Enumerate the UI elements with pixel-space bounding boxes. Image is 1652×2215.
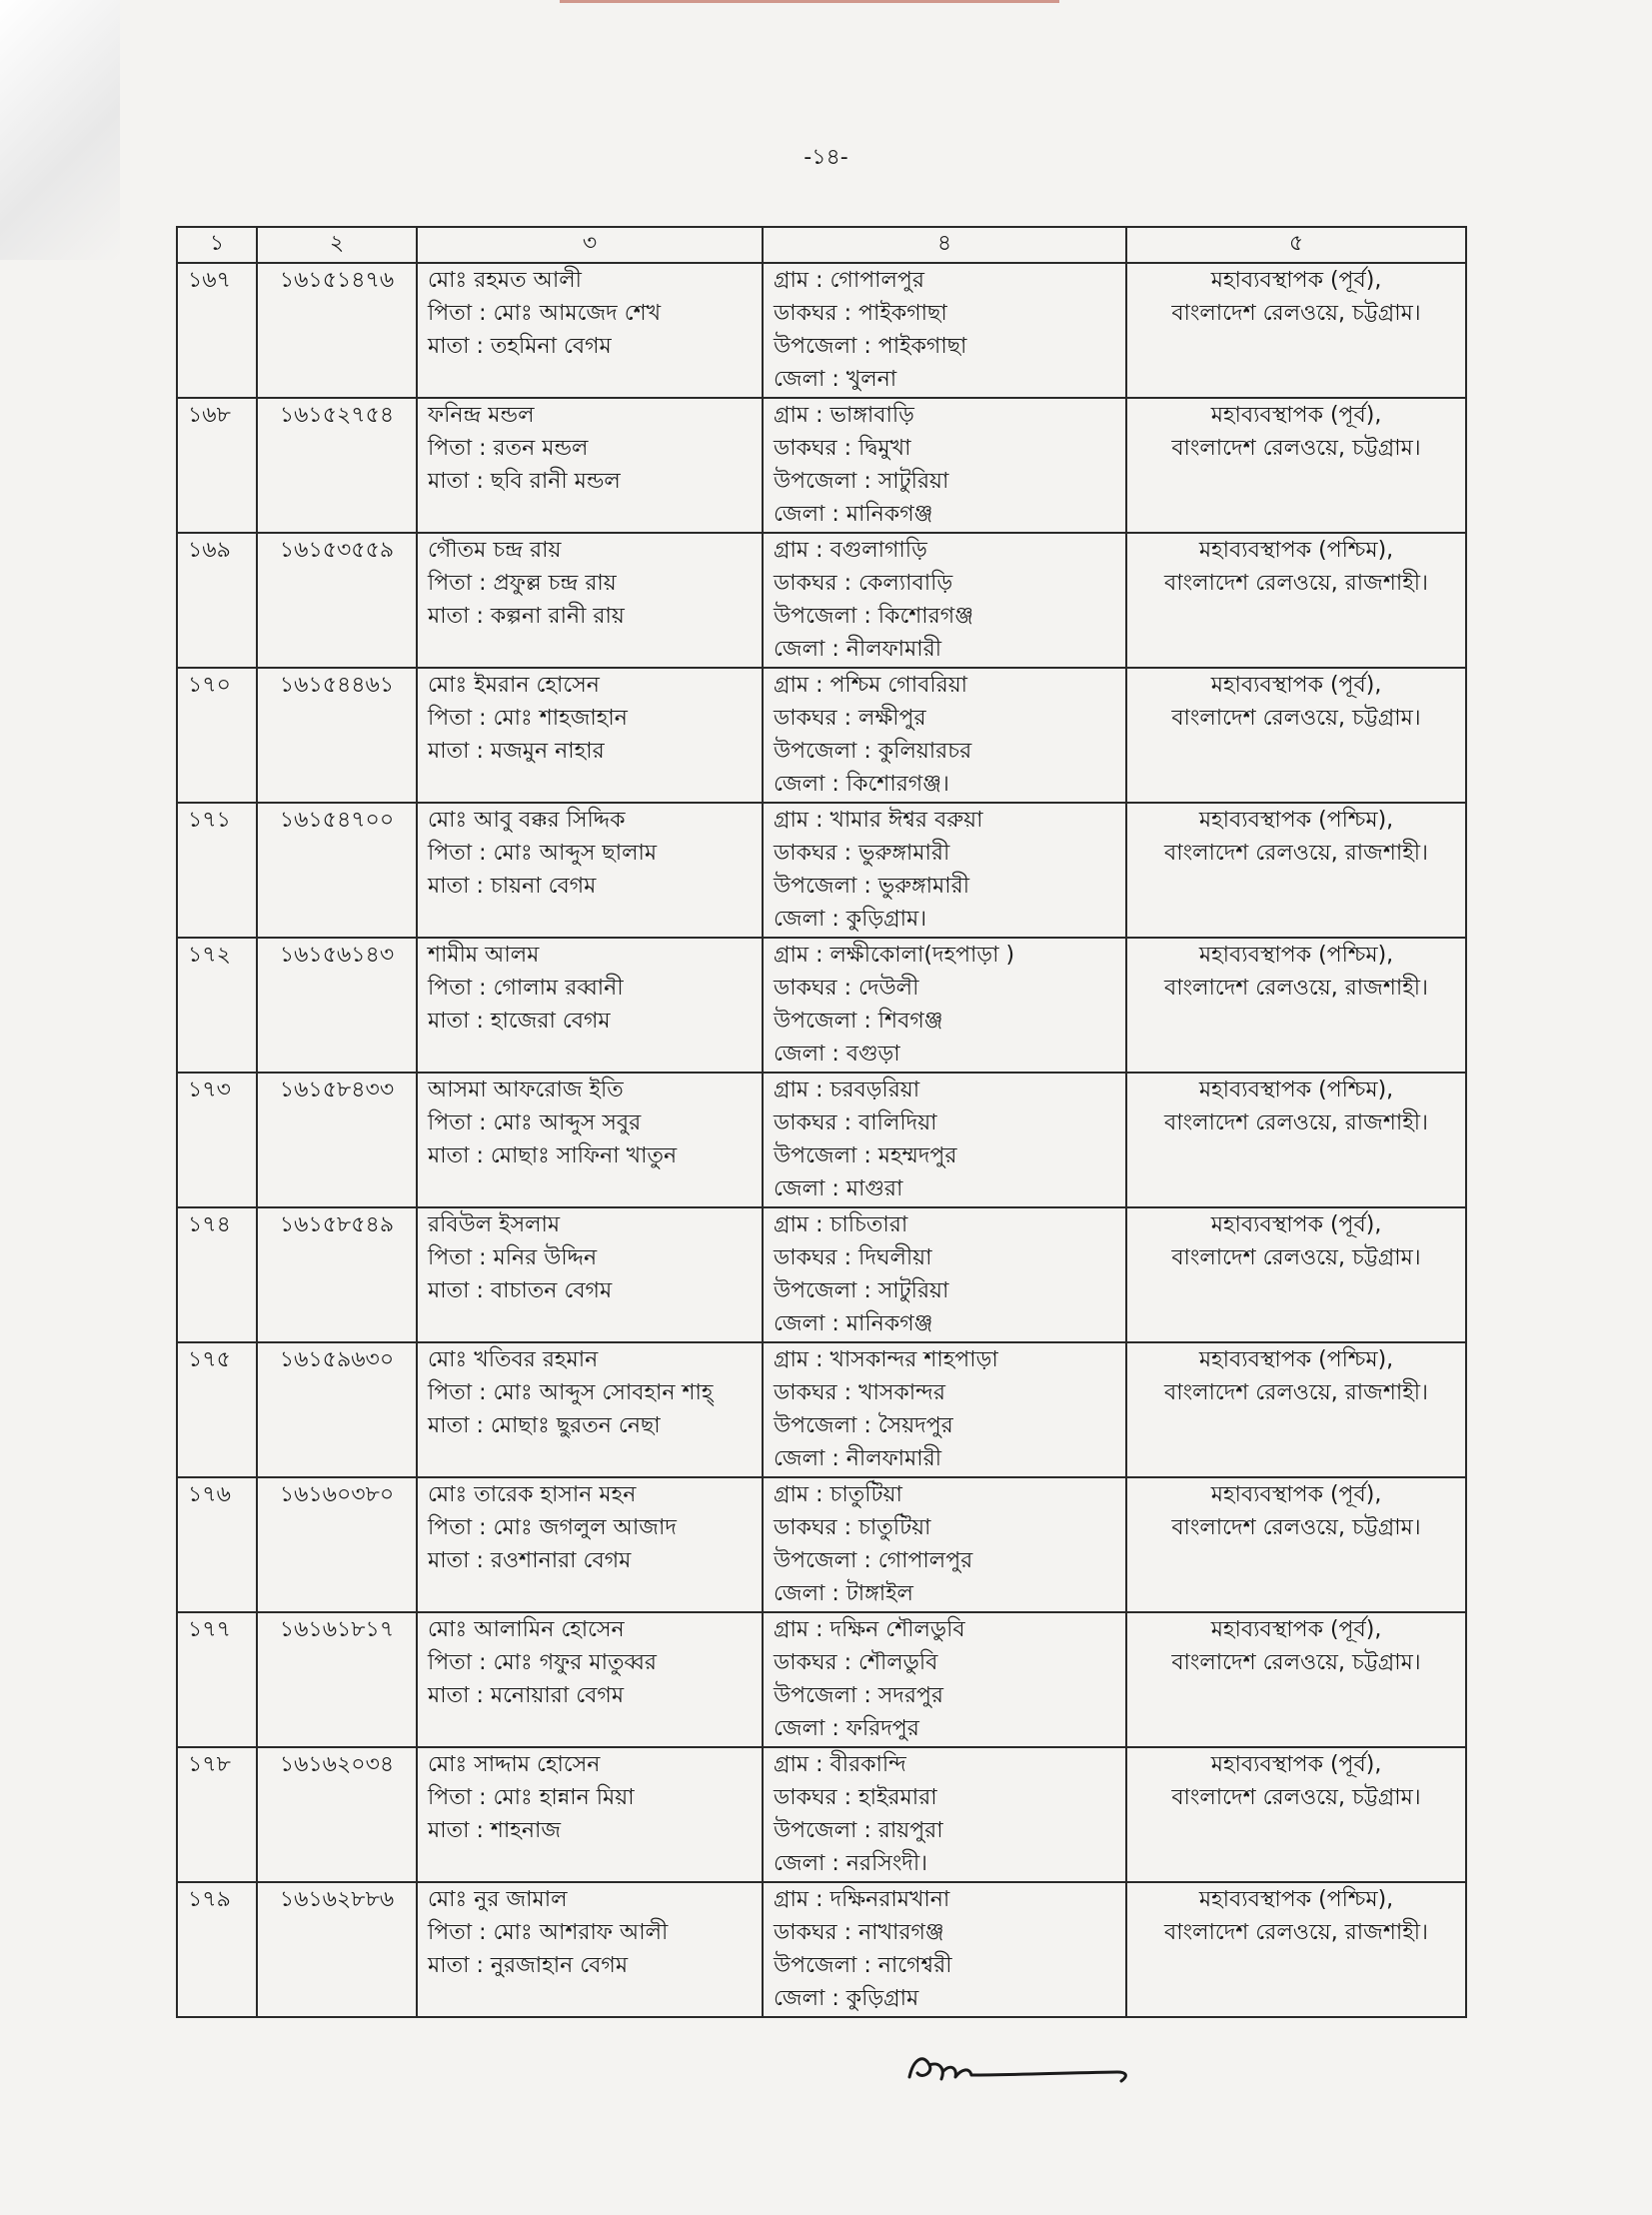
address-district: জেলা : মাগুরা <box>774 1176 903 1201</box>
candidate-mother: মাতা : হাজেরা বেগম <box>428 1009 611 1034</box>
candidate-father: পিতা : মোঃ আমজেদ শেখ <box>428 301 662 326</box>
serial-number: ১৬৯ <box>177 533 257 668</box>
address-upazila: উপজেলা : সৈয়দপুর <box>774 1413 953 1438</box>
table-row <box>177 1073 1466 1207</box>
posting-office-line: বাংলাদেশ রেলওয়ে, চট্টগ্রাম। <box>1171 1515 1421 1540</box>
candidate-mother: মাতা : বাচাতন বেগম <box>428 1278 613 1303</box>
candidate-name: ফনিন্দ্র মন্ডল <box>428 403 535 428</box>
serial-number: ১৭৭ <box>177 1612 257 1747</box>
table-row <box>177 1747 1466 1882</box>
posting-office-line: বাংলাদেশ রেলওয়ে, রাজশাহী। <box>1164 571 1428 596</box>
table-row <box>177 1207 1466 1342</box>
address-upazila: উপজেলা : রায়পুরা <box>774 1818 943 1843</box>
address-upazila: উপজেলা : সাটুরিয়া <box>774 1278 949 1303</box>
address-upazila: উপজেলা : গোপালপুর <box>774 1548 973 1573</box>
serial-number: ১৭৫ <box>177 1342 257 1477</box>
address-village: গ্রাম : চাচিতারা <box>774 1212 908 1237</box>
address-district: জেলা : নীলফামারী <box>774 1446 942 1471</box>
candidate-info <box>417 1207 763 1342</box>
candidate-mother: মাতা : তহমিনা বেগম <box>428 334 612 359</box>
address-info <box>763 1747 1126 1882</box>
address-district: জেলা : কিশোরগঞ্জ। <box>774 772 949 797</box>
serial-number: ১৭৮ <box>177 1747 257 1882</box>
candidate-info <box>417 668 763 803</box>
posting-office <box>1126 1342 1466 1477</box>
posting-office-line: মহাব্যবস্থাপক (পশ্চিম), <box>1198 1347 1394 1372</box>
serial-number: ১৭১ <box>177 803 257 938</box>
column-header: ৪ <box>763 227 1126 263</box>
candidate-name: আসমা আফরোজ ইতি <box>428 1078 624 1103</box>
roll-number: ১৬১৬১৮১৭ <box>257 1612 417 1747</box>
posting-office <box>1126 1207 1466 1342</box>
table-row <box>177 533 1466 668</box>
page-number: -১৪- <box>804 145 848 170</box>
posting-office-line: বাংলাদেশ রেলওয়ে, রাজশাহী। <box>1164 841 1428 866</box>
top-edge-stripe <box>560 0 1059 3</box>
candidate-mother: মাতা : মোছাঃ সাফিনা খাতুন <box>428 1143 678 1168</box>
posting-office <box>1126 1073 1466 1207</box>
address-village: গ্রাম : বগুলাগাড়ি <box>774 538 927 563</box>
column-header: ২ <box>257 227 417 263</box>
candidate-mother: মাতা : কল্পনা রানী রায় <box>428 604 625 629</box>
candidate-father: পিতা : মোঃ শাহজাহান <box>428 706 628 731</box>
address-info <box>763 803 1126 938</box>
address-village: গ্রাম : পশ্চিম গোবরিয়া <box>774 673 968 698</box>
page-edge-shadow <box>0 0 120 260</box>
address-upazila: উপজেলা : মহম্মদপুর <box>774 1143 957 1168</box>
address-post: ডাকঘর : লক্ষীপুর <box>774 706 926 731</box>
candidate-info <box>417 1882 763 2017</box>
table-row <box>177 1342 1466 1477</box>
address-info <box>763 1477 1126 1612</box>
posting-office-line: বাংলাদেশ রেলওয়ে, রাজশাহী। <box>1164 1110 1428 1135</box>
table-row <box>177 263 1466 398</box>
address-upazila: উপজেলা : কুলিয়ারচর <box>774 739 972 764</box>
candidate-name: মোঃ তারেক হাসান মহন <box>428 1482 637 1507</box>
roll-number: ১৬১৬২৮৮৬ <box>257 1882 417 2017</box>
candidate-father: পিতা : মনির উদ্দিন <box>428 1245 598 1270</box>
address-district: জেলা : খুলনা <box>774 367 897 392</box>
address-upazila: উপজেলা : নাগেশ্বরী <box>774 1953 952 1978</box>
posting-office-line: বাংলাদেশ রেলওয়ে, চট্টগ্রাম। <box>1171 301 1421 326</box>
posting-office-line: বাংলাদেশ রেলওয়ে, চট্টগ্রাম। <box>1171 1650 1421 1675</box>
address-post: ডাকঘর : বালিদিয়া <box>774 1110 937 1135</box>
posting-office-line: বাংলাদেশ রেলওয়ে, রাজশাহী। <box>1164 976 1428 1001</box>
address-upazila: উপজেলা : শিবগঞ্জ <box>774 1009 943 1034</box>
address-post: ডাকঘর : দেউলী <box>774 976 919 1001</box>
serial-number: ১৭২ <box>177 938 257 1073</box>
table-row <box>177 803 1466 938</box>
address-village: গ্রাম : দক্ষিন শৌলডুবি <box>774 1617 965 1642</box>
posting-office-line: মহাব্যবস্থাপক (পূর্ব), <box>1210 1482 1382 1507</box>
candidate-name: মোঃ সাদ্দাম হোসেন <box>428 1752 601 1777</box>
address-district: জেলা : টাঙ্গাইল <box>774 1581 913 1606</box>
address-post: ডাকঘর : দ্বিমুখা <box>774 436 911 461</box>
candidate-mother: মাতা : চায়না বেগম <box>428 874 597 899</box>
posting-office-line: বাংলাদেশ রেলওয়ে, চট্টগ্রাম। <box>1171 1785 1421 1810</box>
posting-office <box>1126 938 1466 1073</box>
posting-office-line: মহাব্যবস্থাপক (পশ্চিম), <box>1198 808 1394 833</box>
serial-number: ১৬৭ <box>177 263 257 398</box>
address-info <box>763 1612 1126 1747</box>
roll-number: ১৬১৫৩৫৫৯ <box>257 533 417 668</box>
candidate-info <box>417 1073 763 1207</box>
address-district: জেলা : ফরিদপুর <box>774 1716 919 1741</box>
candidate-mother: মাতা : শাহনাজ <box>428 1818 562 1843</box>
table-row <box>177 1477 1466 1612</box>
address-village: গ্রাম : লক্ষীকোলা(দহপাড়া ) <box>774 943 1015 968</box>
address-post: ডাকঘর : নাখারগঞ্জ <box>774 1920 944 1945</box>
candidate-name: শামীম আলম <box>428 943 540 968</box>
candidate-father: পিতা : প্রফুল্ল চন্দ্র রায় <box>428 571 617 596</box>
candidate-info <box>417 1342 763 1477</box>
address-post: ডাকঘর : খাসকান্দর <box>774 1380 945 1405</box>
column-header: ৫ <box>1126 227 1466 263</box>
posting-office-line: মহাব্যবস্থাপক (পশ্চিম), <box>1198 943 1394 968</box>
address-info <box>763 398 1126 533</box>
candidate-name: মোঃ আলামিন হোসেন <box>428 1617 625 1642</box>
address-district: জেলা : বগুড়া <box>774 1042 900 1067</box>
column-header: ১ <box>177 227 257 263</box>
candidate-info <box>417 398 763 533</box>
posting-office-line: মহাব্যবস্থাপক (পশ্চিম), <box>1198 1887 1394 1912</box>
candidate-info <box>417 1477 763 1612</box>
posting-office <box>1126 668 1466 803</box>
posting-office-line: মহাব্যবস্থাপক (পূর্ব), <box>1210 268 1382 293</box>
address-info <box>763 938 1126 1073</box>
address-district: জেলা : কুড়িগ্রাম <box>774 1986 919 2011</box>
candidate-mother: মাতা : ছবি রানী মন্ডল <box>428 469 621 494</box>
column-header: ৩ <box>417 227 763 263</box>
posting-office-line: মহাব্যবস্থাপক (পূর্ব), <box>1210 1752 1382 1777</box>
table-row <box>177 938 1466 1073</box>
candidate-info <box>417 1612 763 1747</box>
candidate-info <box>417 1747 763 1882</box>
address-post: ডাকঘর : দিঘলীয়া <box>774 1245 932 1270</box>
address-village: গ্রাম : খামার ঈশ্বর বরুয়া <box>774 808 983 833</box>
address-district: জেলা : কুড়িগ্রাম। <box>774 907 927 932</box>
address-district: জেলা : মানিকগঞ্জ <box>774 1311 933 1336</box>
roll-number: ১৬১৫২৭৫৪ <box>257 398 417 533</box>
address-info <box>763 668 1126 803</box>
address-village: গ্রাম : গোপালপুর <box>774 268 924 293</box>
candidate-info <box>417 263 763 398</box>
candidate-mother: মাতা : নুরজাহান বেগম <box>428 1953 629 1978</box>
table-row <box>177 398 1466 533</box>
candidate-info <box>417 803 763 938</box>
address-post: ডাকঘর : হাইরমারা <box>774 1785 937 1810</box>
address-info <box>763 1073 1126 1207</box>
address-info <box>763 1882 1126 2017</box>
candidate-father: পিতা : মোঃ গফুর মাতুব্বর <box>428 1650 658 1675</box>
candidate-father: পিতা : মোঃ আব্দুস সোবহান শাহ্ <box>428 1380 714 1405</box>
address-post: ডাকঘর : কেল্যাবাড়ি <box>774 571 953 596</box>
table-row <box>177 1882 1466 2017</box>
candidate-name: গৌতম চন্দ্র রায় <box>428 538 562 563</box>
candidate-father: পিতা : মোঃ জগলুল আজাদ <box>428 1515 677 1540</box>
candidate-mother: মাতা : রওশানারা বেগম <box>428 1548 632 1573</box>
serial-number: ১৭০ <box>177 668 257 803</box>
table-row <box>177 668 1466 803</box>
candidate-name: রবিউল ইসলাম <box>428 1212 561 1237</box>
candidate-father: পিতা : রতন মন্ডল <box>428 436 589 461</box>
address-upazila: উপজেলা : সাটুরিয়া <box>774 469 949 494</box>
address-upazila: উপজেলা : কিশোরগঞ্জ <box>774 604 974 629</box>
address-village: গ্রাম : চাতুটিয়া <box>774 1482 902 1507</box>
posting-office-line: বাংলাদেশ রেলওয়ে, রাজশাহী। <box>1164 1380 1428 1405</box>
roll-number: ১৬১৫৪৭০০ <box>257 803 417 938</box>
records-table <box>176 226 1467 2018</box>
posting-office-line: মহাব্যবস্থাপক (পূর্ব), <box>1210 1617 1382 1642</box>
address-upazila: উপজেলা : পাইকগাছা <box>774 334 967 359</box>
posting-office-line: বাংলাদেশ রেলওয়ে, চট্টগ্রাম। <box>1171 706 1421 731</box>
roll-number: ১৬১৬২০৩৪ <box>257 1747 417 1882</box>
address-village: গ্রাম : ভাঙ্গাবাড়ি <box>774 403 914 428</box>
posting-office <box>1126 533 1466 668</box>
address-upazila: উপজেলা : ভুরুঙ্গামারী <box>774 874 969 899</box>
posting-office-line: বাংলাদেশ রেলওয়ে, রাজশাহী। <box>1164 1920 1428 1945</box>
candidate-name: মোঃ রহমত আলী <box>428 268 582 293</box>
header-row <box>177 227 1466 263</box>
address-post: ডাকঘর : চাতুটিয়া <box>774 1515 931 1540</box>
posting-office-line: মহাব্যবস্থাপক (পশ্চিম), <box>1198 538 1394 563</box>
address-district: জেলা : নীলফামারী <box>774 637 942 662</box>
posting-office <box>1126 1477 1466 1612</box>
roll-number: ১৬১৬০৩৮০ <box>257 1477 417 1612</box>
serial-number: ১৬৮ <box>177 398 257 533</box>
table-row <box>177 1612 1466 1747</box>
serial-number: ১৭৬ <box>177 1477 257 1612</box>
posting-office-line: মহাব্যবস্থাপক (পূর্ব), <box>1210 1212 1382 1237</box>
signature <box>899 2039 1139 2099</box>
posting-office <box>1126 803 1466 938</box>
posting-office-line: মহাব্যবস্থাপক (পূর্ব), <box>1210 403 1382 428</box>
posting-office <box>1126 1612 1466 1747</box>
candidate-name: মোঃ খতিবর রহমান <box>428 1347 599 1372</box>
address-info <box>763 1342 1126 1477</box>
address-village: গ্রাম : বীরকান্দি <box>774 1752 906 1777</box>
roll-number: ১৬১৫১৪৭৬ <box>257 263 417 398</box>
posting-office <box>1126 398 1466 533</box>
roll-number: ১৬১৫৪৪৬১ <box>257 668 417 803</box>
candidate-info <box>417 533 763 668</box>
address-info <box>763 533 1126 668</box>
candidate-name: মোঃ নুর জামাল <box>428 1887 568 1912</box>
candidate-name: মোঃ ইমরান হোসেন <box>428 673 600 698</box>
posting-office <box>1126 1882 1466 2017</box>
candidate-mother: মাতা : মজমুন নাহার <box>428 739 605 764</box>
serial-number: ১৭৩ <box>177 1073 257 1207</box>
address-post: ডাকঘর : ভুরুঙ্গামারী <box>774 841 950 866</box>
candidate-name: মোঃ আবু বক্কর সিদ্দিক <box>428 808 626 833</box>
posting-office <box>1126 263 1466 398</box>
posting-office-line: মহাব্যবস্থাপক (পূর্ব), <box>1210 673 1382 698</box>
posting-office-line: বাংলাদেশ রেলওয়ে, চট্টগ্রাম। <box>1171 1245 1421 1270</box>
candidate-info <box>417 938 763 1073</box>
roll-number: ১৬১৫৬১৪৩ <box>257 938 417 1073</box>
address-village: গ্রাম : দক্ষিনরামখানা <box>774 1887 950 1912</box>
address-info <box>763 263 1126 398</box>
candidate-mother: মাতা : মনোয়ারা বেগম <box>428 1683 625 1708</box>
candidate-mother: মাতা : মোছাঃ ছুরতন নেছা <box>428 1413 661 1438</box>
serial-number: ১৭৯ <box>177 1882 257 2017</box>
posting-office <box>1126 1747 1466 1882</box>
records-body <box>177 263 1466 2017</box>
address-district: জেলা : মানিকগঞ্জ <box>774 502 933 527</box>
serial-number: ১৭৪ <box>177 1207 257 1342</box>
address-village: গ্রাম : খাসকান্দর শাহপাড়া <box>774 1347 998 1372</box>
candidate-father: পিতা : মোঃ হান্নান মিয়া <box>428 1785 635 1810</box>
candidate-father: পিতা : মোঃ আব্দুস ছালাম <box>428 841 658 866</box>
roll-number: ১৬১৫৯৬৩০ <box>257 1342 417 1477</box>
posting-office-line: বাংলাদেশ রেলওয়ে, চট্টগ্রাম। <box>1171 436 1421 461</box>
candidate-father: পিতা : মোঃ আশরাফ আলী <box>428 1920 669 1945</box>
roll-number: ১৬১৫৮৪৩৩ <box>257 1073 417 1207</box>
address-village: গ্রাম : চরবড়রিয়া <box>774 1078 920 1103</box>
candidate-father: পিতা : মোঃ আব্দুস সবুর <box>428 1110 642 1135</box>
roll-number: ১৬১৫৮৫৪৯ <box>257 1207 417 1342</box>
address-post: ডাকঘর : শৌলডুবি <box>774 1650 938 1675</box>
address-post: ডাকঘর : পাইকগাছা <box>774 301 947 326</box>
address-upazila: উপজেলা : সদরপুর <box>774 1683 943 1708</box>
address-district: জেলা : নরসিংদী। <box>774 1851 928 1876</box>
posting-office-line: মহাব্যবস্থাপক (পশ্চিম), <box>1198 1078 1394 1103</box>
candidate-father: পিতা : গোলাম রব্বানী <box>428 976 624 1001</box>
address-info <box>763 1207 1126 1342</box>
